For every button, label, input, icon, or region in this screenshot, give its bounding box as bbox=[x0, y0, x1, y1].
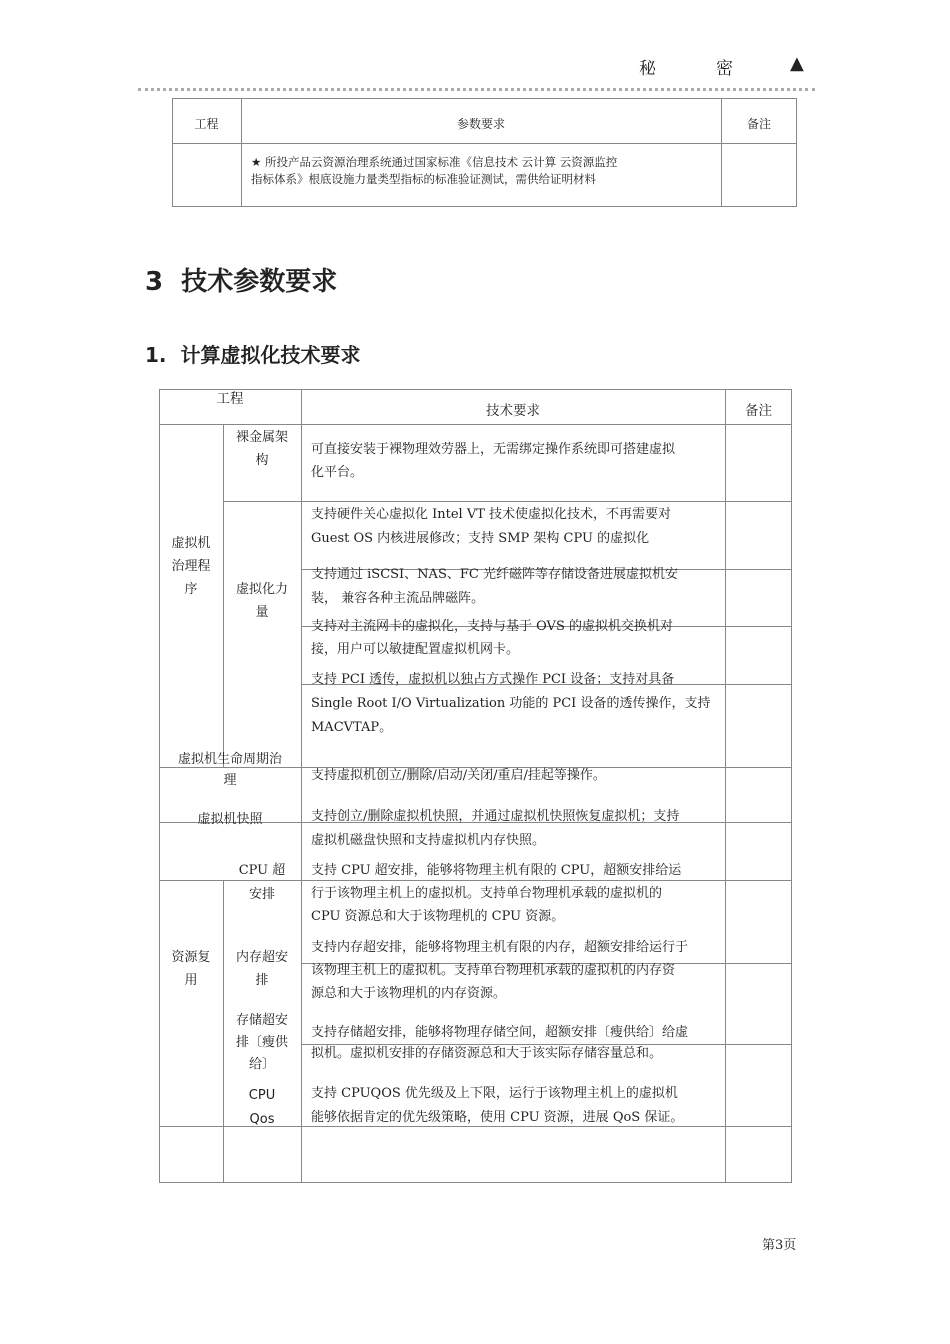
table1-header-note: 备注 bbox=[746, 117, 771, 131]
page-number: 第3页 bbox=[762, 1238, 797, 1253]
table2-header-tech: 技术要求 bbox=[486, 403, 540, 419]
mem-over-label-2: 排 bbox=[255, 973, 269, 988]
subsection-heading bbox=[145, 339, 360, 368]
cpu-over-text-2: 行于该物理主机上的虚拟机。支持单台物理机承载的虚拟机的 bbox=[311, 886, 663, 901]
group-reuse-2: 用 bbox=[184, 973, 198, 988]
baremetal-text-2: 化平台。 bbox=[311, 465, 364, 480]
table1-header-params: 参数要求 bbox=[456, 117, 505, 131]
storage-over-label-1: 存储超安 bbox=[235, 1013, 288, 1028]
virt-label-2: 量 bbox=[255, 605, 269, 620]
header-secret-left: 秘 bbox=[639, 59, 658, 79]
baremetal-text-1: 可直接安装于裸物理效劳器上，无需绑定操作系统即可搭建虚拟 bbox=[311, 442, 676, 457]
virt-text4-3: MACVTAP。 bbox=[311, 720, 393, 735]
cpu-over-text-3: CPU 资源总和大于该物理机的 CPU 资源。 bbox=[311, 909, 565, 924]
lifecycle-label-2: 理 bbox=[223, 773, 237, 788]
table1-row-text-1: ★ 所投产品云资源治理系统通过国家标准《信息技术 云计算 云资源监控 bbox=[251, 155, 618, 169]
cpu-over-text-1: 支持 CPU 超安排，能够将物理主机有限的 CPU，超额安排给运 bbox=[311, 863, 682, 878]
subsection-title: 计算虚拟化技术要求 bbox=[180, 343, 361, 367]
table1-row-text-2: 指标体系》根底设施力量类型指标的标准验证测试，需供给证明材料 bbox=[251, 172, 596, 186]
lifecycle-label-1: 虚拟机生命周期治 bbox=[177, 752, 282, 767]
group-vm-mgmt-1: 虚拟机 bbox=[171, 536, 211, 551]
triangle-icon: ▲ bbox=[790, 53, 804, 74]
subsection-number: 1. bbox=[145, 343, 167, 367]
virt-text3-2: 接，用户可以敏捷配置虚拟机网卡。 bbox=[311, 642, 520, 657]
baremetal-label-1: 裸金属架 bbox=[235, 430, 288, 445]
virt-label-1: 虚拟化力 bbox=[235, 582, 288, 597]
mem-over-text-2: 该物理主机上的虚拟机。支持单台物理机承载的虚拟机的内存资 bbox=[311, 963, 676, 978]
cpu-qos-text-1: 支持 CPUQOS 优先级及上下限，运行于该物理主机上的虚拟机 bbox=[311, 1086, 678, 1101]
table2-header-note: 备注 bbox=[745, 403, 772, 419]
virt-text2-1: 支持通过 iSCSI、NAS、FC 光纤磁阵等存储设备进展虚拟机安 bbox=[311, 567, 678, 582]
table1-header-project: 工程 bbox=[194, 117, 219, 131]
virt-text3-1: 支持对主流网卡的虚拟化，支持与基于 OVS 的虚拟机交换机对 bbox=[311, 619, 673, 634]
baremetal-label-2: 构 bbox=[255, 453, 269, 468]
mem-over-text-1: 支持内存超安排，能够将物理主机有限的内存，超额安排给运行于 bbox=[311, 940, 689, 955]
section-heading bbox=[145, 261, 337, 298]
cpu-qos-label-1: CPU bbox=[248, 1088, 276, 1103]
storage-over-label-3: 给〕 bbox=[248, 1057, 275, 1072]
storage-over-label-2: 排〔瘦供 bbox=[235, 1035, 288, 1050]
cpu-over-label-1: CPU 超 bbox=[238, 863, 286, 878]
mem-over-label-1: 内存超安 bbox=[235, 950, 288, 965]
group-reuse-1: 资源复 bbox=[171, 950, 211, 965]
group-vm-mgmt-3: 序 bbox=[184, 582, 198, 597]
section-number: 3 bbox=[145, 267, 164, 297]
lifecycle-text: 支持虚拟机创立/删除/启动/关闭/重启/挂起等操作。 bbox=[311, 768, 606, 783]
virt-text1-2: Guest OS 内核进展修改；支持 SMP 架构 CPU 的虚拟化 bbox=[311, 531, 650, 546]
virt-text1-1: 支持硬件关心虚拟化 Intel VT 技术使虚拟化技术，不再需要对 bbox=[311, 507, 672, 522]
cpu-over-label-2: 安排 bbox=[248, 887, 275, 902]
snapshot-text-2: 虚拟机磁盘快照和支持虚拟机内存快照。 bbox=[311, 833, 546, 848]
section-title: 技术参数要求 bbox=[181, 267, 338, 297]
snapshot-text-1: 支持创立/删除虚拟机快照，并通过虚拟机快照恢复虚拟机；支持 bbox=[311, 809, 680, 824]
virt-text4-1: 支持 PCI 透传，虚拟机以独占方式操作 PCI 设备；支持对具备 bbox=[311, 672, 675, 687]
header-divider bbox=[138, 88, 815, 91]
header-secret-right: 密 bbox=[716, 59, 735, 79]
group-vm-mgmt-2: 治理程 bbox=[171, 559, 211, 574]
table2-header-project: 工程 bbox=[216, 391, 244, 407]
cpu-qos-text-2: 能够依据肯定的优先级策略，使用 CPU 资源，进展 QoS 保证。 bbox=[311, 1110, 684, 1125]
virt-text2-2: 装， 兼容各种主流品牌磁阵。 bbox=[311, 591, 485, 606]
virt-text4-2: Single Root I/O Virtualization 功能的 PCI 设备的透传操作，支持 bbox=[311, 696, 711, 711]
cpu-qos-label-2: Qos bbox=[249, 1112, 275, 1127]
snapshot-label: 虚拟机快照 bbox=[197, 812, 263, 827]
storage-over-text-2: 拟机。虚拟机安排的存储资源总和大于该实际存储容量总和。 bbox=[311, 1046, 663, 1061]
mem-over-text-3: 源总和大于该物理机的内存资源。 bbox=[311, 986, 507, 1001]
storage-over-text-1: 支持存储超安排，能够将物理存储空间，超额安排〔瘦供给〕给虚 bbox=[311, 1025, 689, 1040]
